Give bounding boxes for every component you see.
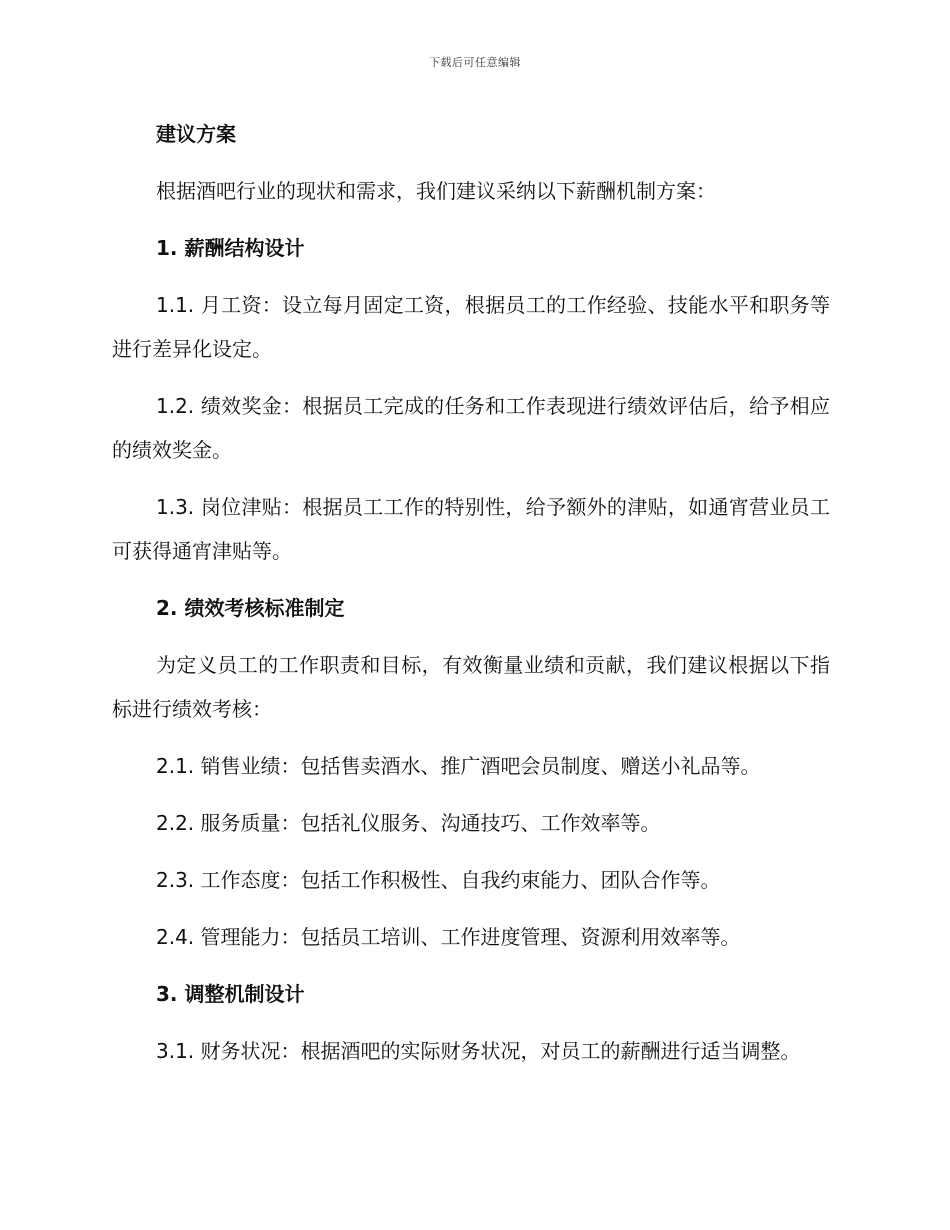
section-heading-salary-structure: 1. 薪酬结构设计 bbox=[156, 236, 305, 260]
page-header: 下载后可任意编辑 bbox=[429, 56, 521, 69]
section-heading-performance: 2. 绩效考核标准制定 bbox=[156, 596, 345, 620]
section-heading-adjustment: 3. 调整机制设计 bbox=[156, 982, 305, 1006]
paragraph-intro: 根据酒吧行业的现状和需求，我们建议采纳以下薪酬机制方案： bbox=[156, 179, 716, 203]
paragraph-2-3: 2.3. 工作态度：包括工作积极性、自我约束能力、团队合作等。 bbox=[156, 868, 721, 892]
paragraph-3-1: 3.1. 财务状况：根据酒吧的实际财务状况，对员工的薪酬进行适当调整。 bbox=[156, 1039, 801, 1063]
paragraph-2-intro: 为定义员工的工作职责和目标，有效衡量业绩和贡献，我们建议根据以下指标进行绩效考核： bbox=[112, 653, 830, 721]
paragraph-2-2: 2.2. 服务质量：包括礼仪服务、沟通技巧、工作效率等。 bbox=[156, 811, 661, 835]
paragraph-1-2: 1.2. 绩效奖金：根据员工完成的任务和工作表现进行绩效评估后，给予相应的绩效奖金。 bbox=[112, 394, 830, 462]
document-body bbox=[112, 112, 830, 1073]
paragraph-2-4: 2.4. 管理能力：包括员工培训、工作进度管理、资源利用效率等。 bbox=[156, 925, 741, 949]
paragraph-1-1: 1.1. 月工资：设立每月固定工资，根据员工的工作经验、技能水平和职务等进行差异化设定。 bbox=[112, 293, 830, 361]
paragraph-2-1: 2.1. 销售业绩：包括售卖酒水、推广酒吧会员制度、赠送小礼品等。 bbox=[156, 754, 761, 778]
section-heading-proposal: 建议方案 bbox=[156, 122, 236, 146]
paragraph-1-3: 1.3. 岗位津贴：根据员工工作的特别性，给予额外的津贴，如通宵营业员工可获得通宵津贴等。 bbox=[112, 495, 830, 563]
